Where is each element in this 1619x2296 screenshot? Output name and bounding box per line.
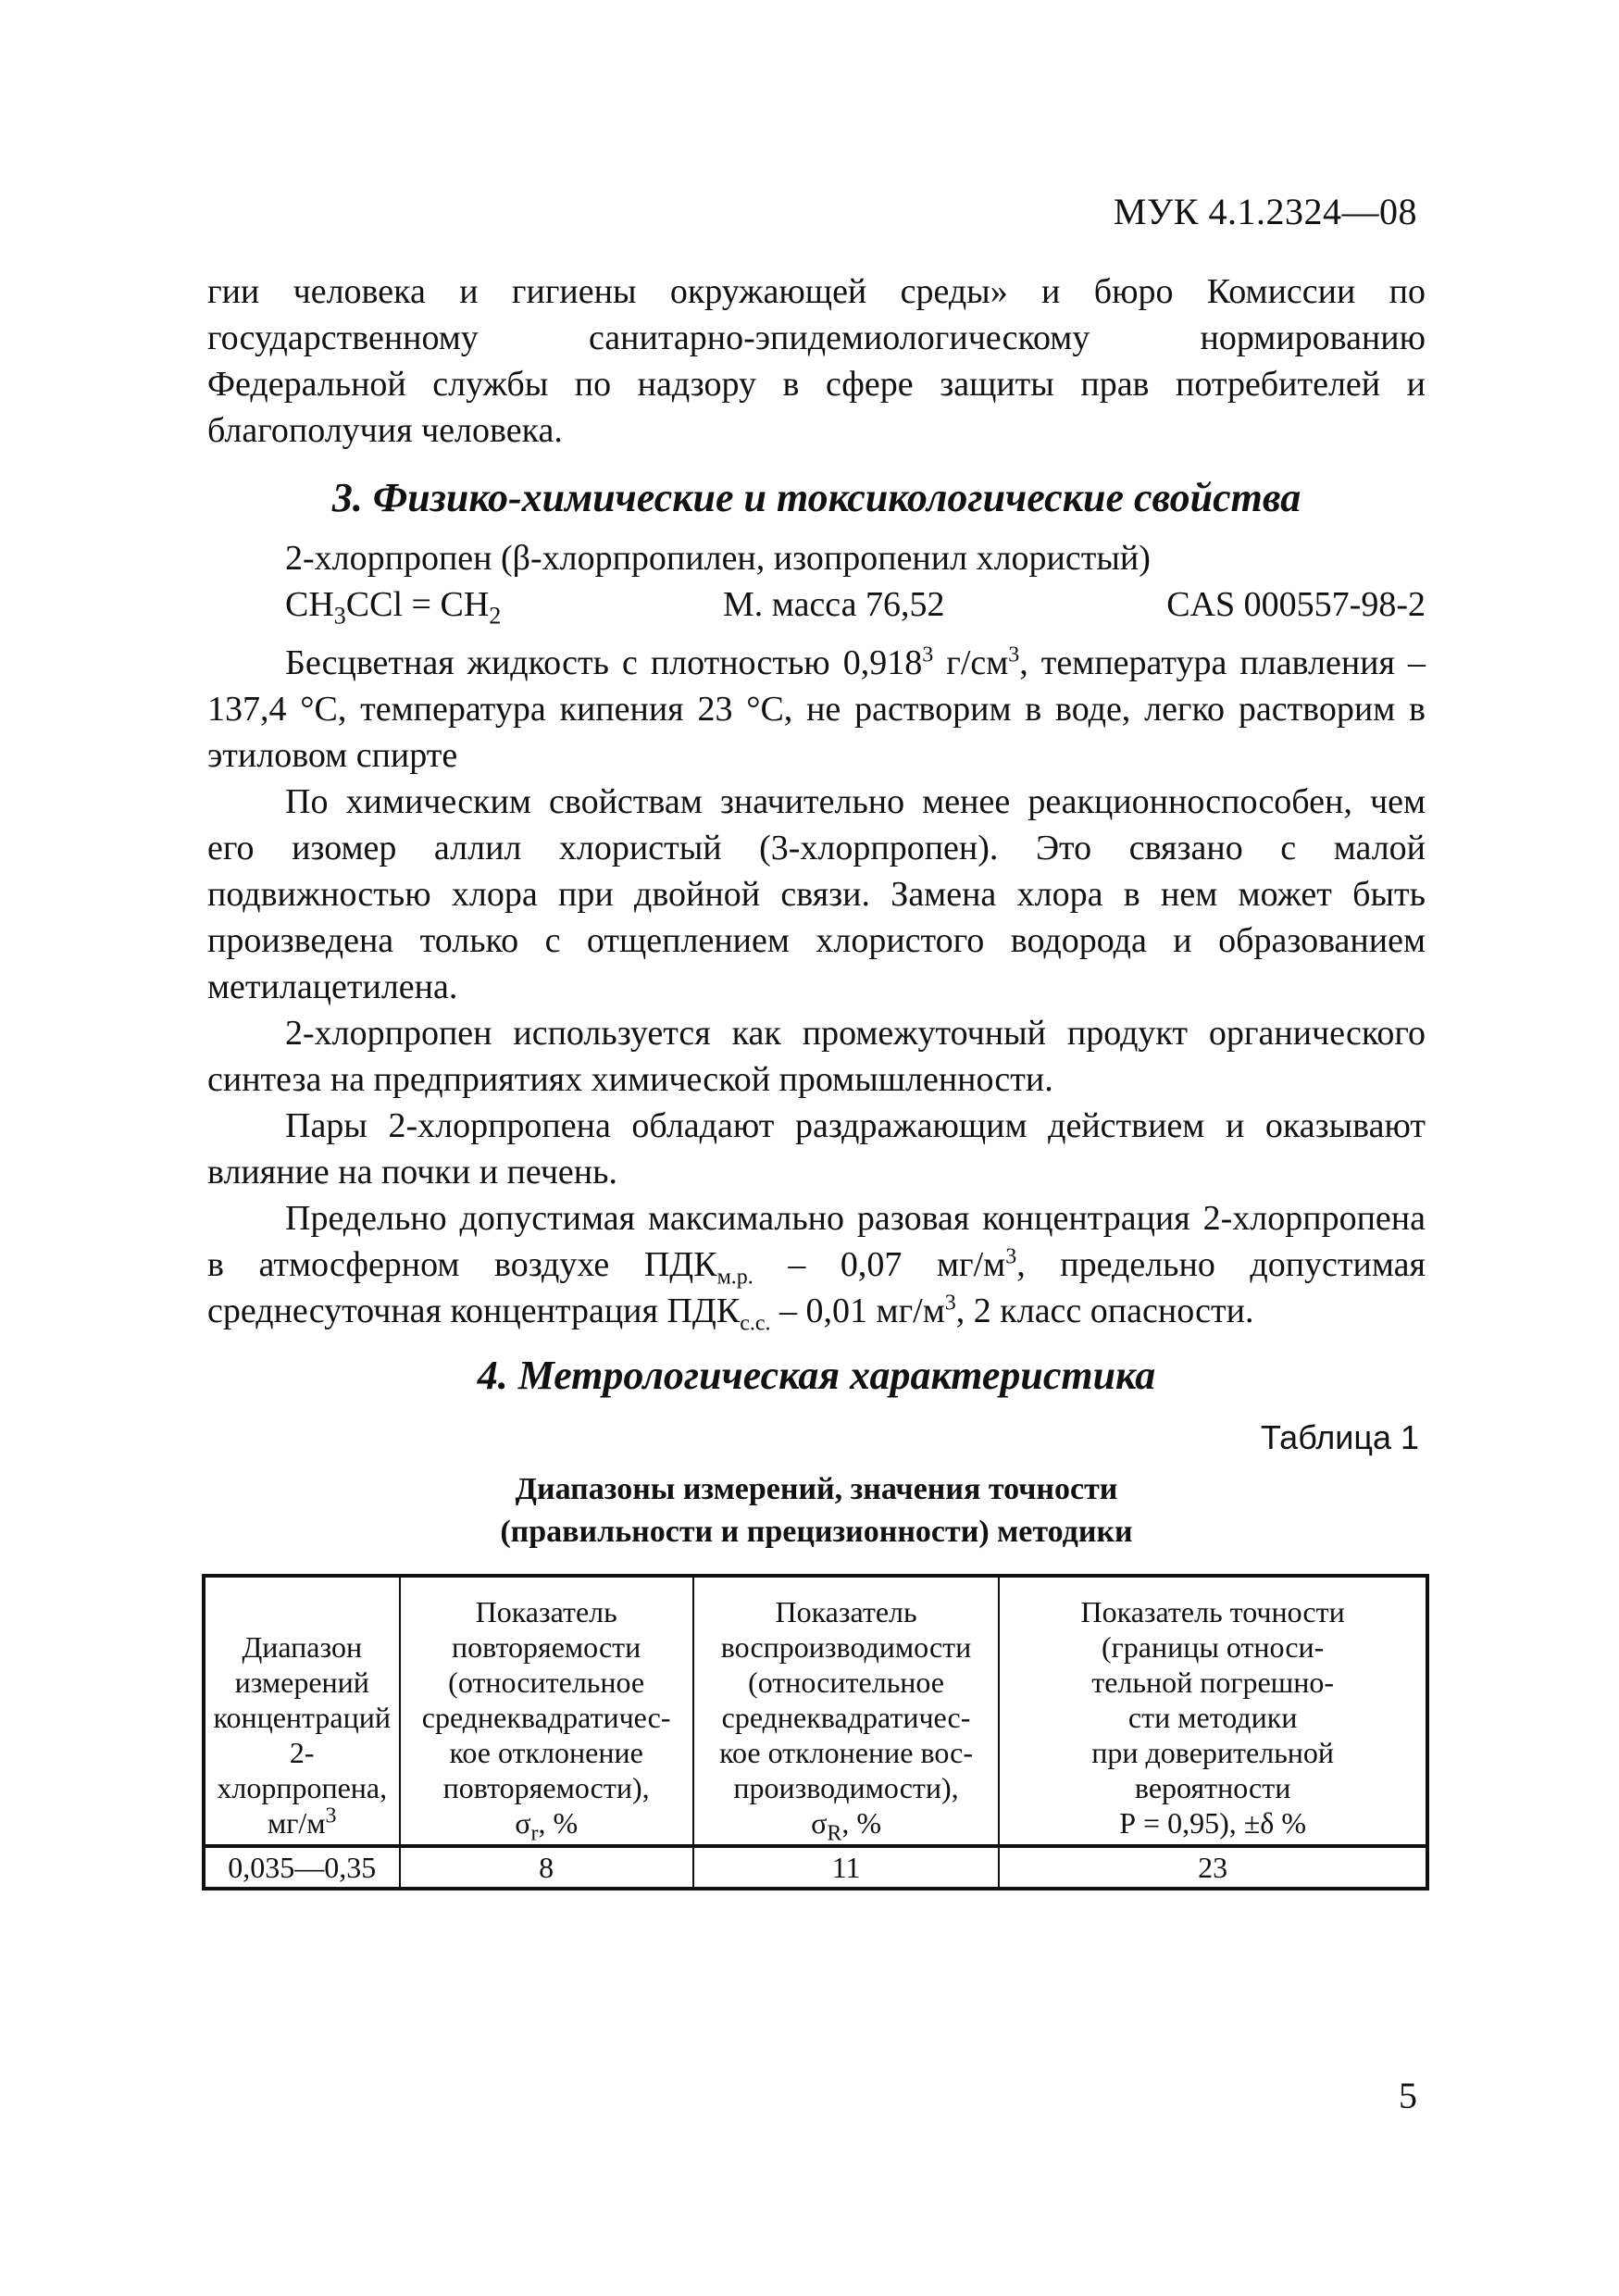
properties-paragraph: Бесцветная жидкость с плотностью 0,918$^3$ $г/см^3$, температура плавления – 137,4 °С, температура кипения 23 °С, не растворим в воде, легко растворим в этиловом спирте bbox=[207, 642, 1426, 775]
usage-paragraph: 2-хлорпропен используется как промежуточный продукт органического синтеза на предприятиях химической промышленности. bbox=[207, 1013, 1426, 1099]
substance-name: 2-хлорпропен (β-хлорпропилен, изопропенил хлористый) bbox=[285, 539, 1151, 578]
molar-mass: М. масса 76,52 bbox=[723, 585, 945, 624]
section-3-heading: 3. Физико-химические и токсикологические свойства bbox=[331, 475, 1301, 520]
cell-range: 0,035—0,35 bbox=[204, 1846, 400, 1889]
formula-row bbox=[207, 581, 1426, 640]
table-caption: Диапазоны измерений, значения точности (правильности и прецизионности) методики bbox=[500, 1472, 1133, 1549]
table-number: Таблица 1 bbox=[1260, 1418, 1419, 1456]
cas-number: CAS 000557-98-2 bbox=[1166, 585, 1426, 624]
section-4-heading: 4. Метрологическая характеристика bbox=[477, 1353, 1156, 1398]
chemical-formula: $CH_3CCl = CH_2$ bbox=[285, 585, 502, 630]
header-reproducibility: Показатель воспроизводимости (относительное среднеквадратичес- кое отклонение вос- производимости), $\sigma_R$, % bbox=[693, 1576, 1000, 1846]
metrology-table bbox=[202, 1574, 1429, 1890]
section-3-body bbox=[207, 535, 1426, 1334]
intro-text bbox=[207, 268, 1426, 454]
cell-reproducibility: 11 bbox=[693, 1846, 1000, 1889]
cell-accuracy: 23 bbox=[999, 1846, 1427, 1889]
toxicity-paragraph: Пары 2-хлорпропена обладают раздражающим действием и оказывают влияние на почки и печень. bbox=[207, 1105, 1426, 1192]
table-row bbox=[204, 1846, 1427, 1889]
header-accuracy: Показатель точности (границы относи- тельной погрешно- сти методики при доверительной вероятности Р = 0,95), ±δ % bbox=[999, 1576, 1427, 1846]
cell-repeatability: 8 bbox=[400, 1846, 693, 1889]
header-range: Диапазон измерений концентраций 2-хлорпропена, $мг/м^3$ bbox=[204, 1576, 400, 1846]
header-repeatability: Показатель повторяемости (относительное среднеквадратичес- кое отклонение повторяемости), $\sigma_r$, % bbox=[400, 1576, 693, 1846]
page-number: 5 bbox=[1399, 2075, 1417, 2116]
table-header-row bbox=[204, 1576, 1427, 1846]
mac-paragraph: Предельно допустимая максимально разовая концентрация 2-хлорпропена в атмосферном воздухе $ПДК_{м.р.} - 0,07$ $мг/м^3$, предельно допустимая среднесуточная концентрация $ПДК_{с.с.} - 0,01$ $мг/м^3$, 2 класс опасности. bbox=[207, 1198, 1426, 1336]
document-code: МУК 4.1.2324—08 bbox=[1113, 191, 1417, 232]
chemical-properties-paragraph: По химическим свойствам значительно менее реакционноспособен, чем его изомер аллил хлористый (3-хлорпропен). Это связано с малой подвижностью хлора при двойной связи. Замена хлора в нем может быть произведена только с отщеплением хлористого водорода и образованием метилацетилена. bbox=[207, 781, 1426, 1006]
intro-paragraph: гии человека и гигиены окружающей среды» и бюро Комиссии по государственному санитарно-эпидемиологическому нормированию Федеральной службы по надзору в сфере защиты прав потребителей и благополучия человека. bbox=[207, 272, 1426, 450]
